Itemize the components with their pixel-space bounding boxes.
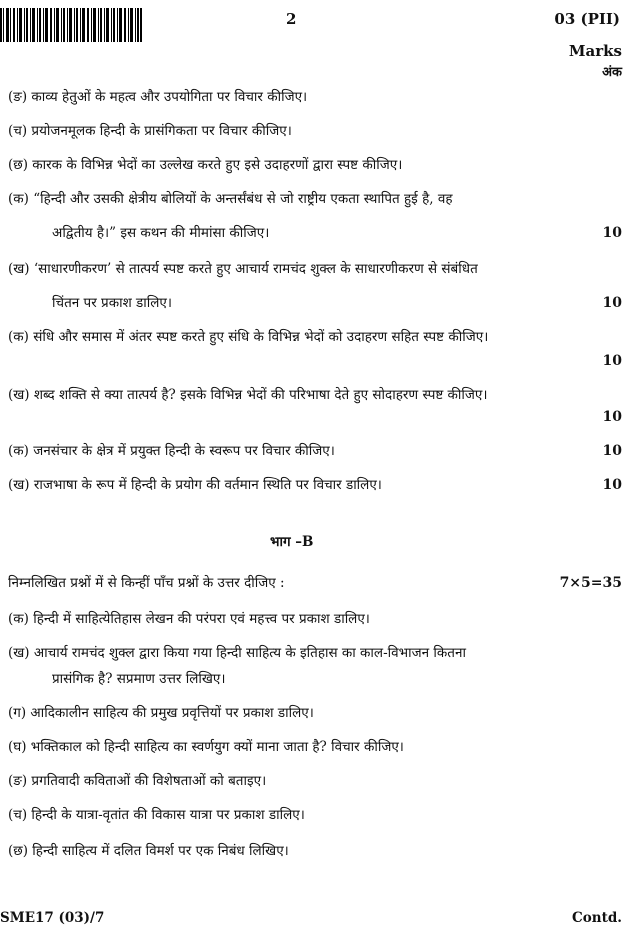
marks-heading-hi: अंक xyxy=(602,65,622,80)
question-line: (घ) भक्तिकाल को हिन्दी साहित्य का स्वर्णयुग क्यों माना जाता है? विचार कीजिए। xyxy=(8,739,404,755)
question-line: चिंतन पर प्रकाश डालिए। xyxy=(52,295,172,311)
question-line: प्रासंगिक है? सप्रमाण उत्तर लिखिए। xyxy=(52,671,226,687)
question-line: (ग) आदिकालीन साहित्य की प्रमुख प्रवृत्तियों पर प्रकाश डालिए। xyxy=(8,705,314,721)
question-line: (ख) ‘साधारणीकरण’ से तात्पर्य स्पष्ट करते हुए आचार्य रामचंद शुक्ल के साधारणीकरण से संबंधित xyxy=(8,261,478,277)
question-mark: 10 xyxy=(602,295,622,311)
question-line: अद्वितीय है।” इस कथन की मीमांसा कीजिए। xyxy=(52,225,270,241)
section-heading: भाग –B xyxy=(270,534,314,550)
marks-heading-en: Marks xyxy=(568,42,622,60)
question-line: (ङ) प्रगतिवादी कविताओं की विशेषताओं को बताइए। xyxy=(8,773,267,789)
question-mark: 10 xyxy=(602,443,622,459)
question-line: (छ) हिन्दी साहित्य में दलित विमर्श पर एक निबंध लिखिए। xyxy=(8,843,289,859)
question-line: (क) संधि और समास में अंतर स्पष्ट करते हुए संधि के विभिन्न भेदों को उदाहरण सहित स्पष्ट कीजिए। xyxy=(8,329,489,345)
footer-contd: Contd. xyxy=(572,910,622,926)
question-line: (ख) शब्द शक्ति से क्या तात्पर्य है? इसके विभिन्न भेदों की परिभाषा देते हुए सोदाहरण स्पष्ट कीजिए। xyxy=(8,387,488,403)
section-marks: 7×5=35 xyxy=(559,575,622,591)
barcode-image xyxy=(0,8,142,42)
question-line: (छ) कारक के विभिन्न भेदों का उल्लेख करते हुए इसे उदाहरणों द्वारा स्पष्ट कीजिए। xyxy=(8,157,403,173)
question-mark: 10 xyxy=(602,409,622,425)
instruction-line: निम्नलिखित प्रश्नों में से किन्हीं पाँच प्रश्नों के उत्तर दीजिए : xyxy=(8,575,285,591)
question-mark: 10 xyxy=(602,225,622,241)
question-line: (च) हिन्दी के यात्रा-वृतांत की विकास यात्रा पर प्रकाश डालिए। xyxy=(8,807,305,823)
question-mark: 10 xyxy=(602,353,622,369)
question-line: (क) जनसंचार के क्षेत्र में प्रयुक्त हिन्दी के स्वरूप पर विचार कीजिए। xyxy=(8,443,335,459)
question-mark: 10 xyxy=(602,477,622,493)
question-line: (ख) राजभाषा के रूप में हिन्दी के प्रयोग की वर्तमान स्थिति पर विचार डालिए। xyxy=(8,477,382,493)
footer-code: SME17 (03)/7 xyxy=(0,910,105,926)
question-line: (ख) आचार्य रामचंद शुक्ल द्वारा किया गया हिन्दी साहित्य के इतिहास का काल-विभाजन कितना xyxy=(8,645,466,661)
paper-code: 03 (PII) xyxy=(554,10,620,28)
question-line: (क) “हिन्दी और उसकी क्षेत्रीय बोलियों के अन्तर्संबंध से जो राष्ट्रीय एकता स्थापित हुई है, वह xyxy=(8,191,453,207)
question-line: (च) प्रयोजनमूलक हिन्दी के प्रासंगिकता पर विचार कीजिए। xyxy=(8,123,292,139)
question-line: (क) हिन्दी में साहित्येतिहास लेखन की परंपरा एवं महत्त्व पर प्रकाश डालिए। xyxy=(8,611,370,627)
page-number: 2 xyxy=(286,10,297,28)
question-line: (ङ) काव्य हेतुओं के महत्व और उपयोगिता पर विचार कीजिए। xyxy=(8,89,308,105)
